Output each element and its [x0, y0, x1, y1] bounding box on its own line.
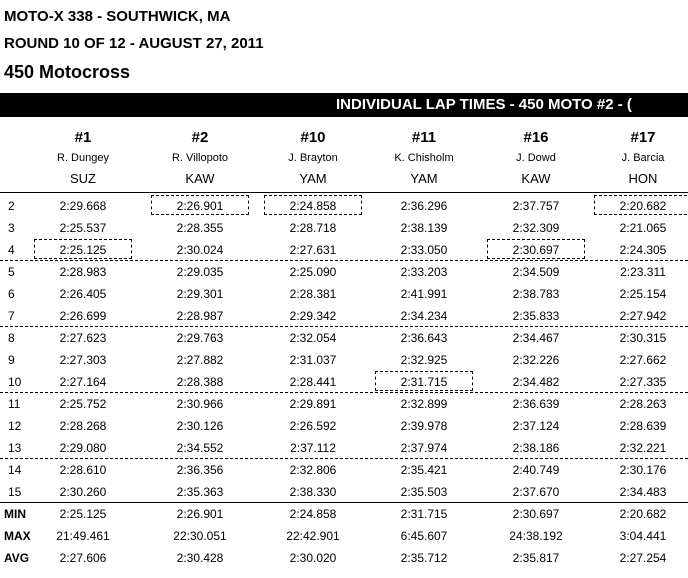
- lap-time-cell: 2:34.509: [512, 265, 560, 279]
- lap-time-cell: 2:27.164: [59, 375, 107, 389]
- lap-row: [0, 283, 688, 305]
- lap-number: 10: [8, 375, 22, 389]
- lap-time-cell: 2:37.124: [512, 419, 560, 433]
- lap-time-cell: 2:28.639: [619, 419, 667, 433]
- rider-name: R. Dungey: [57, 152, 109, 164]
- lap-time-cell: 2:20.682: [588, 199, 688, 213]
- lap-row: [0, 415, 688, 437]
- lap-time-cell: 2:25.125: [28, 243, 138, 257]
- stat-value-cell: 24:38.192: [509, 529, 563, 543]
- round-info: ROUND 10 OF 12 - AUGUST 27, 2011: [4, 35, 264, 52]
- lap-time-cell: 2:30.966: [176, 397, 224, 411]
- stat-value-cell: 21:49.461: [56, 529, 110, 543]
- rider-number: #10: [300, 129, 326, 146]
- lap-row: [0, 393, 688, 415]
- stat-row: [0, 525, 688, 547]
- lap-time-cell: 2:34.467: [512, 331, 560, 345]
- lap-time-cell: 2:29.342: [289, 309, 337, 323]
- rider-make: KAW: [185, 171, 215, 186]
- lap-time-cell: 2:32.226: [512, 353, 560, 367]
- lap-time-cell: 2:32.806: [289, 463, 337, 477]
- stat-label: MIN: [4, 507, 26, 521]
- rider-make: YAM: [299, 171, 327, 186]
- lap-row: [0, 437, 688, 459]
- lap-time-cell: 2:32.309: [512, 221, 560, 235]
- lap-time-cell: 2:28.355: [176, 221, 224, 235]
- lap-row: [0, 305, 688, 327]
- lap-time-cell: 2:28.441: [289, 375, 337, 389]
- lap-row: [0, 459, 688, 481]
- rider-number: #17: [630, 129, 656, 146]
- lap-time-cell: 2:28.983: [59, 265, 107, 279]
- lap-time-cell: 2:36.296: [400, 199, 448, 213]
- lap-row: [0, 371, 688, 393]
- lap-time-cell: 2:37.974: [400, 441, 448, 455]
- stat-value-cell: 2:25.125: [59, 507, 107, 521]
- banner-title: INDIVIDUAL LAP TIMES - 450 MOTO #2 - (: [336, 96, 632, 113]
- lap-time-cell: 2:40.749: [512, 463, 560, 477]
- lap-time-cell: 2:29.891: [289, 397, 337, 411]
- lap-time-cell: 2:27.335: [619, 375, 667, 389]
- lap-time-cell: 2:36.643: [400, 331, 448, 345]
- lap-number: 4: [8, 243, 15, 257]
- lap-number: 11: [8, 397, 21, 411]
- stat-value-cell: 2:35.817: [512, 551, 560, 565]
- lap-time-cell: 2:34.552: [176, 441, 224, 455]
- lap-time-cell: 2:38.186: [512, 441, 560, 455]
- lap-time-cell: 2:27.623: [59, 331, 107, 345]
- lap-time-cell: 2:28.610: [59, 463, 107, 477]
- lap-time-cell: 2:41.991: [400, 287, 448, 301]
- stat-value-cell: 2:30.697: [512, 507, 560, 521]
- stat-value-cell: 2:24.858: [289, 507, 337, 521]
- stat-value-cell: 2:20.682: [619, 507, 667, 521]
- lap-time-cell: 2:29.763: [176, 331, 224, 345]
- lap-row: [0, 261, 688, 283]
- lap-number: 2: [8, 199, 15, 213]
- rider-name: J. Dowd: [516, 152, 556, 164]
- stat-value-cell: 2:30.020: [289, 551, 337, 565]
- lap-time-cell: 2:26.699: [59, 309, 107, 323]
- lap-time-cell: 2:30.024: [176, 243, 224, 257]
- rider-name: J. Brayton: [288, 152, 338, 164]
- rider-header-row: [0, 125, 688, 191]
- lap-time-cell: 2:30.315: [619, 331, 667, 345]
- lap-number: 12: [8, 419, 22, 433]
- lap-number: 5: [8, 265, 15, 279]
- lap-time-cell: 2:28.263: [619, 397, 667, 411]
- rider-make: KAW: [521, 171, 551, 186]
- lap-time-cell: 2:35.421: [400, 463, 448, 477]
- lap-time-cell: 2:24.858: [258, 199, 368, 213]
- lap-row: [0, 327, 688, 349]
- lap-number: 8: [8, 331, 15, 345]
- stat-value-cell: 2:27.254: [619, 551, 667, 565]
- stat-row: [0, 503, 688, 525]
- lap-row: [0, 217, 688, 239]
- lap-time-cell: 2:36.639: [512, 397, 560, 411]
- lap-time-cell: 2:28.718: [289, 221, 337, 235]
- lap-time-cell: 2:30.126: [176, 419, 224, 433]
- lap-time-cell: 2:21.065: [619, 221, 667, 235]
- lap-time-cell: 2:30.697: [481, 243, 591, 257]
- rider-number: #2: [191, 129, 209, 146]
- lap-time-cell: 2:27.662: [619, 353, 667, 367]
- lap-time-cell: 2:35.833: [512, 309, 560, 323]
- lap-time-cell: 2:34.483: [619, 485, 667, 499]
- rider-number: #11: [411, 129, 437, 146]
- lap-time-cell: 2:25.537: [59, 221, 107, 235]
- lap-time-cell: 2:29.301: [176, 287, 224, 301]
- lap-time-cell: 2:27.942: [619, 309, 667, 323]
- rider-name: K. Chisholm: [394, 152, 454, 164]
- lap-number: 9: [8, 353, 15, 367]
- lap-time-cell: 2:26.901: [145, 199, 255, 213]
- event-title: MOTO-X 338 - SOUTHWICK, MA: [4, 8, 231, 25]
- rider-make: HON: [628, 171, 658, 186]
- lap-number: 13: [8, 441, 22, 455]
- lap-time-cell: 2:34.482: [512, 375, 560, 389]
- header-divider: [0, 192, 688, 193]
- lap-number: 15: [8, 485, 22, 499]
- lap-row: [0, 195, 688, 217]
- lap-number: 14: [8, 463, 22, 477]
- stat-label: AVG: [4, 551, 30, 565]
- lap-time-cell: 2:26.405: [59, 287, 107, 301]
- stat-label: MAX: [4, 529, 31, 543]
- lap-time-cell: 2:35.503: [400, 485, 448, 499]
- lap-time-cell: 2:23.311: [620, 265, 666, 279]
- lap-time-cell: 2:24.305: [619, 243, 667, 257]
- lap-time-cell: 2:29.035: [176, 265, 224, 279]
- lap-time-cell: 2:29.668: [59, 199, 107, 213]
- lap-number: 7: [8, 309, 15, 323]
- lap-time-cell: 2:26.592: [289, 419, 337, 433]
- lap-time-cell: 2:37.112: [290, 441, 336, 455]
- lap-time-cell: 2:28.987: [176, 309, 224, 323]
- stat-row: [0, 547, 688, 569]
- lap-row: [0, 349, 688, 371]
- stat-value-cell: 22:30.051: [173, 529, 227, 543]
- rider-make: SUZ: [70, 171, 96, 186]
- lap-time-cell: 2:25.090: [289, 265, 337, 279]
- lap-number: 3: [8, 221, 15, 235]
- lap-time-cell: 2:25.154: [619, 287, 667, 301]
- lap-time-cell: 2:27.882: [176, 353, 224, 367]
- lap-time-cell: 2:28.381: [289, 287, 337, 301]
- lap-number: 6: [8, 287, 15, 301]
- lap-row: [0, 481, 688, 503]
- lap-time-cell: 2:27.631: [289, 243, 337, 257]
- lap-time-cell: 2:27.303: [59, 353, 107, 367]
- lap-time-cell: 2:34.234: [400, 309, 448, 323]
- stat-value-cell: 3:04.441: [619, 529, 667, 543]
- rider-name: J. Barcia: [621, 152, 665, 164]
- lap-time-cell: 2:28.388: [176, 375, 224, 389]
- lap-time-cell: 2:39.978: [400, 419, 448, 433]
- lap-time-cell: 2:28.268: [59, 419, 107, 433]
- rider-make: YAM: [410, 171, 438, 186]
- lap-time-cell: 2:37.670: [512, 485, 560, 499]
- table-banner: [0, 93, 688, 117]
- stat-value-cell: 22:42.901: [286, 529, 340, 543]
- lap-time-cell: 2:30.260: [59, 485, 107, 499]
- lap-time-cell: 2:30.176: [619, 463, 667, 477]
- lap-time-cell: 2:38.139: [400, 221, 448, 235]
- lap-time-cell: 2:31.715: [369, 375, 479, 389]
- rider-name: R. Villopoto: [171, 152, 229, 164]
- lap-row: [0, 239, 688, 261]
- stat-value-cell: 2:30.428: [176, 551, 224, 565]
- lap-time-cell: 2:37.757: [512, 199, 560, 213]
- lap-time-cell: 2:33.050: [400, 243, 448, 257]
- lap-time-cell: 2:31.037: [289, 353, 337, 367]
- stat-value-cell: 2:27.606: [59, 551, 107, 565]
- rider-number: #1: [74, 129, 92, 146]
- stat-value-cell: 2:31.715: [400, 507, 448, 521]
- rider-number: #16: [523, 129, 549, 146]
- stat-value-cell: 2:26.901: [176, 507, 224, 521]
- lap-time-cell: 2:32.925: [400, 353, 448, 367]
- lap-time-cell: 2:38.330: [289, 485, 337, 499]
- lap-time-cell: 2:32.054: [289, 331, 337, 345]
- lap-time-cell: 2:36.356: [176, 463, 224, 477]
- lap-time-cell: 2:32.899: [400, 397, 448, 411]
- lap-time-cell: 2:29.080: [59, 441, 107, 455]
- class-title: 450 Motocross: [4, 62, 131, 82]
- lap-time-cell: 2:33.203: [400, 265, 448, 279]
- stat-value-cell: 2:35.712: [400, 551, 448, 565]
- lap-time-cell: 2:25.752: [59, 397, 107, 411]
- lap-time-cell: 2:32.221: [619, 441, 667, 455]
- lap-time-cell: 2:38.783: [512, 287, 560, 301]
- lap-time-cell: 2:35.363: [176, 485, 224, 499]
- stat-value-cell: 6:45.607: [400, 529, 448, 543]
